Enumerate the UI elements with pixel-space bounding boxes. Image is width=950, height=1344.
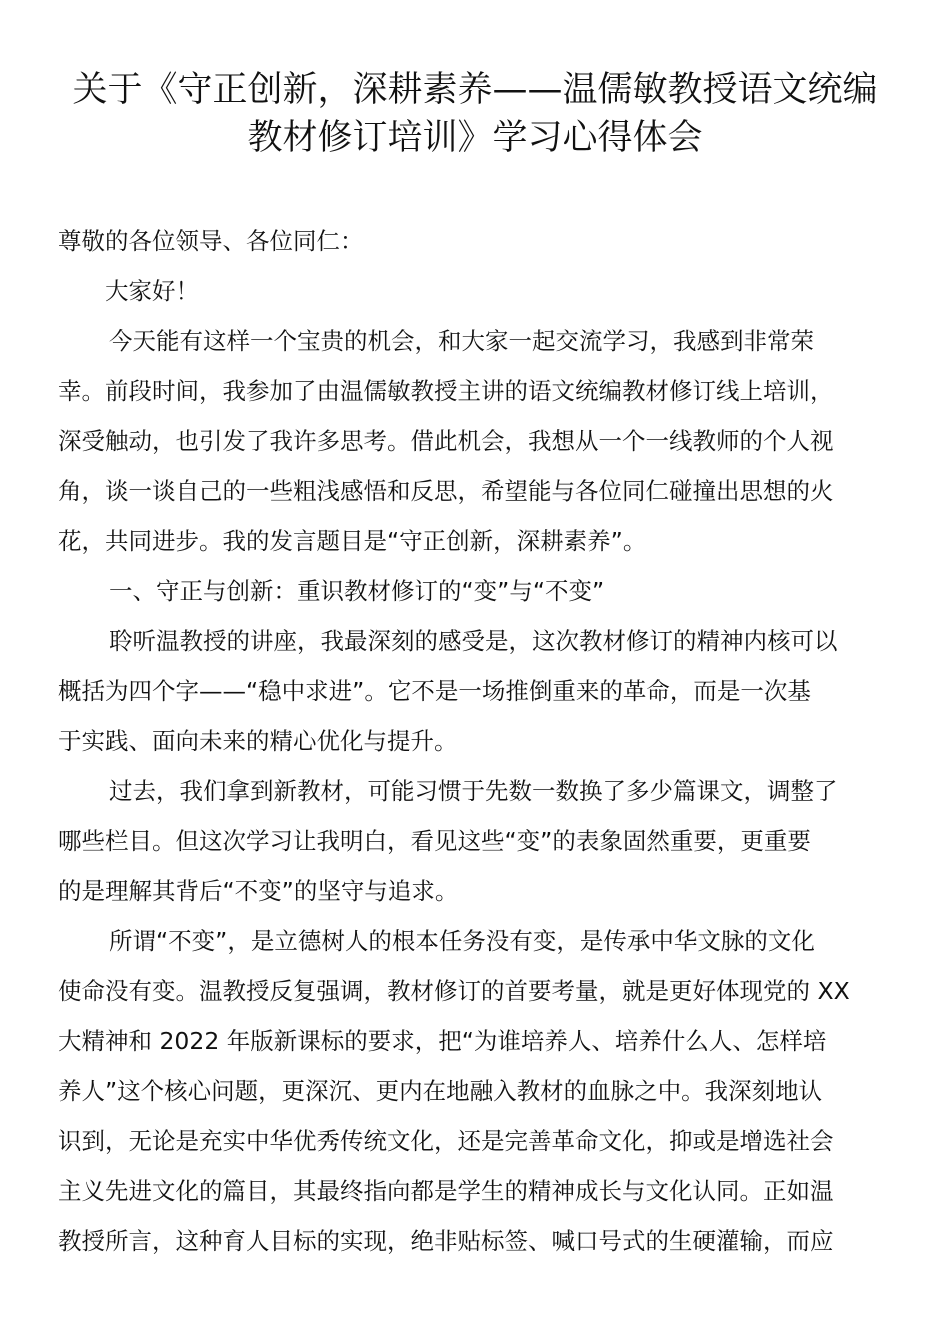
greeting: 大家好！: [105, 277, 199, 305]
text-line: 的是理解其背后“不变”的坚守与追求。: [58, 877, 459, 905]
title-line: 关于《守正创新，深耕素养——温儒敏教授语文统编: [72, 70, 878, 110]
text-line: 花，共同进步。我的发言题目是“守正创新，深耕素养”。: [58, 527, 647, 555]
paragraph: [58, 616, 898, 766]
text-line: 一、守正与创新：重识教材修订的“变”与“不变”: [109, 577, 605, 605]
text-line: 养人”这个核心问题，更深沉、更内在地融入教材的血脉之中。我深刻地认: [58, 1077, 823, 1105]
text-line: 主义先进文化的篇目，其最终指向都是学生的精神成长与文化认同。正如温: [58, 1177, 834, 1205]
title-line: 教材修订培训》学习心得体会: [247, 118, 703, 158]
text-line: 今天能有这样一个宝贵的机会，和大家一起交流学习，我感到非常荣: [109, 327, 814, 355]
text-line: 幸。前段时间，我参加了由温儒敏教授主讲的语文统编教材修订线上培训，: [58, 377, 834, 405]
text-line: 于实践、面向未来的精心优化与提升。: [58, 727, 458, 755]
text-line: 识到，无论是充实中华优秀传统文化，还是完善革命文化，抑或是增选社会: [58, 1127, 834, 1155]
text-line: 使命没有变。温教授反复强调，教材修订的首要考量，就是更好体现党的 XX: [58, 977, 850, 1005]
text-line: 概括为四个字——“稳中求进”。它不是一场推倒重来的革命，而是一次基: [58, 677, 811, 705]
document-title: [40, 66, 910, 162]
text-line: 所谓“不变”，是立德树人的根本任务没有变，是传承中华文脉的文化: [109, 927, 815, 955]
text-line: 教授所言，这种育人目标的实现，绝非贴标签、喊口号式的生硬灌输，而应: [58, 1227, 834, 1255]
text-line: 哪些栏目。但这次学习让我明白，看见这些“变”的表象固然重要，更重要: [58, 827, 811, 855]
document-body: [58, 216, 898, 1266]
text-line: 角，谈一谈自己的一些粗浅感悟和反思，希望能与各位同仁碰撞出思想的火: [58, 477, 834, 505]
salutation: 尊敬的各位领导、各位同仁：: [58, 227, 364, 255]
paragraph: [58, 916, 898, 1266]
text-line: 聆听温教授的讲座，我最深刻的感受是，这次教材修订的精神内核可以: [109, 627, 838, 655]
text-line: 大精神和 2022 年版新课标的要求，把“为谁培养人、培养什么人、怎样培: [58, 1027, 827, 1055]
paragraph: [58, 766, 898, 916]
paragraph-intro: [58, 316, 898, 566]
text-line: 深受触动，也引发了我许多思考。借此机会，我想从一个一线教师的个人视: [58, 427, 834, 455]
section-heading: [58, 566, 898, 616]
text-line: 过去，我们拿到新教材，可能习惯于先数一数换了多少篇课文，调整了: [109, 777, 838, 805]
